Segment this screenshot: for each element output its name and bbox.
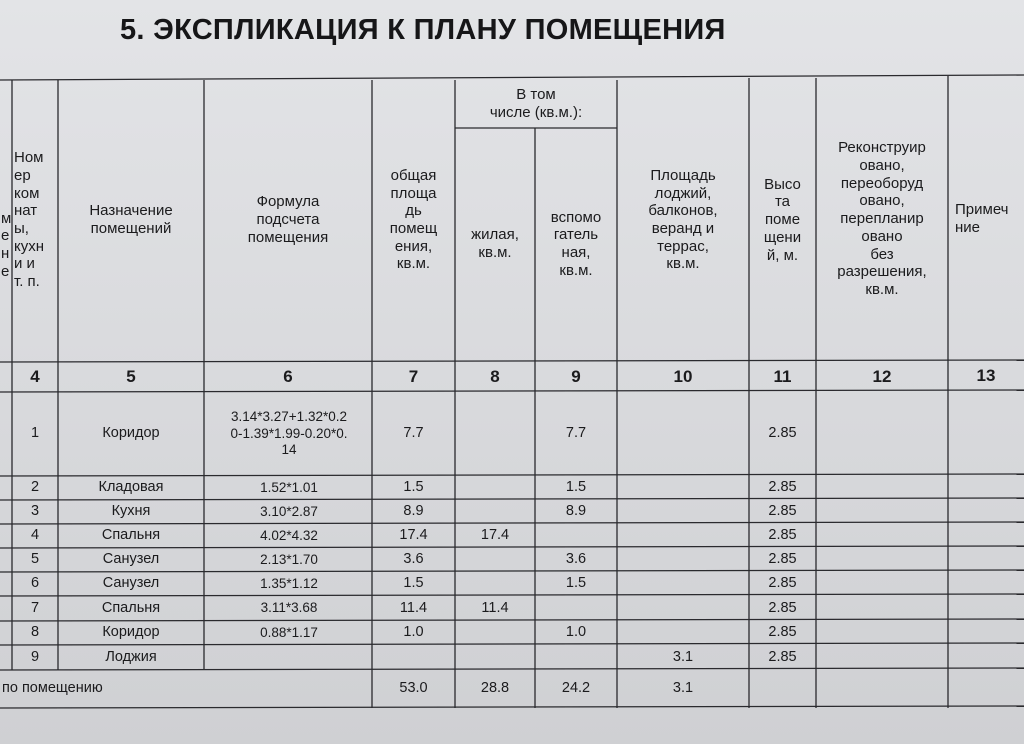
total-area: 17.4 bbox=[399, 527, 428, 544]
auxiliary-area: 7.7 bbox=[565, 425, 587, 442]
column-number: 11 bbox=[773, 366, 792, 386]
total-area bbox=[372, 645, 455, 670]
header-formula: Формула подсчета помещения bbox=[247, 193, 329, 246]
column-number: 12 bbox=[872, 366, 892, 386]
room-height: 2.85 bbox=[768, 648, 797, 665]
header-reconstructed: Реконструир овано, переоборуд овано, перепланир овано без разрешения, кв.м. bbox=[837, 139, 927, 298]
room-formula: 1.35*1.12 bbox=[260, 575, 318, 591]
header-notes: Примеч ние bbox=[955, 201, 1009, 236]
total-area: 3.6 bbox=[403, 551, 424, 568]
living-area bbox=[455, 476, 535, 500]
living-area: 11.4 bbox=[481, 599, 509, 616]
header-living-area: жилая, кв.м. bbox=[471, 226, 519, 261]
column-number: 10 bbox=[673, 366, 693, 386]
header-room-number: Ном ер ком нат ы, кухн и и т. п. bbox=[14, 149, 45, 291]
room-name: Коридор bbox=[102, 425, 160, 442]
loggia-area bbox=[617, 548, 749, 572]
total-living-sum: 28.8 bbox=[480, 680, 510, 697]
loggia-area: 3.1 bbox=[672, 648, 694, 665]
total-area: 8.9 bbox=[403, 503, 424, 520]
loggia-area bbox=[617, 476, 749, 500]
room-number: 1 bbox=[30, 425, 40, 442]
loggia-area bbox=[617, 596, 749, 621]
room-formula: 3.14*3.27+1.32*0.2 0-1.39*1.99-0.20*0. 14 bbox=[230, 409, 348, 458]
total-area: 1.5 bbox=[403, 575, 424, 592]
loggia-area bbox=[617, 572, 749, 596]
column-number: 9 bbox=[571, 366, 581, 386]
room-number: 8 bbox=[30, 624, 40, 641]
living-area bbox=[455, 500, 535, 524]
living-area bbox=[455, 621, 535, 645]
auxiliary-area: 3.6 bbox=[565, 551, 587, 568]
column-number: 8 bbox=[490, 366, 500, 386]
room-name: Санузел bbox=[102, 575, 160, 592]
room-number: 2 bbox=[30, 479, 40, 496]
auxiliary-area bbox=[535, 596, 617, 621]
auxiliary-area: 1.5 bbox=[565, 575, 587, 592]
column-number: 13 bbox=[976, 365, 996, 385]
total-area: 1.5 bbox=[403, 479, 424, 496]
room-formula: 0.88*1.17 bbox=[260, 624, 318, 640]
room-height: 2.85 bbox=[768, 624, 797, 641]
total-label: по помещению bbox=[2, 680, 103, 697]
room-height: 2.85 bbox=[768, 425, 797, 442]
room-formula: 2.13*1.70 bbox=[260, 551, 318, 567]
header-height: Высо та поме щени й, м. bbox=[763, 175, 802, 264]
room-height: 2.85 bbox=[768, 599, 797, 616]
auxiliary-area: 8.9 bbox=[565, 503, 587, 520]
loggia-area bbox=[617, 524, 749, 548]
header-col-3-partial: м е н е bbox=[1, 209, 12, 280]
room-name: Лоджия bbox=[105, 648, 157, 665]
auxiliary-area bbox=[535, 645, 617, 670]
total-area: 11.4 bbox=[399, 599, 428, 616]
room-number: 5 bbox=[30, 551, 40, 568]
loggia-area bbox=[617, 500, 749, 524]
room-formula: 1.52*1.01 bbox=[260, 479, 318, 495]
header-room-purpose: Назначение помещений bbox=[89, 202, 173, 237]
auxiliary-area: 1.5 bbox=[565, 479, 587, 496]
room-number: 3 bbox=[30, 503, 40, 520]
living-area: 17.4 bbox=[480, 527, 510, 544]
column-number: 7 bbox=[408, 366, 419, 386]
room-name: Спальня bbox=[101, 527, 161, 544]
column-number: 4 bbox=[30, 366, 40, 386]
room-formula: 3.11*3.68 bbox=[260, 600, 318, 616]
column-number: 6 bbox=[283, 366, 293, 386]
auxiliary-area bbox=[535, 524, 617, 548]
room-formula: 3.10*2.87 bbox=[260, 503, 318, 519]
loggia-area bbox=[617, 392, 749, 476]
column-number: 5 bbox=[126, 366, 136, 386]
room-height: 2.85 bbox=[768, 575, 797, 592]
room-height: 2.85 bbox=[768, 503, 797, 520]
header-total-area: общая площа дь помещ ения, кв.м. bbox=[389, 166, 438, 273]
room-number: 9 bbox=[30, 648, 40, 665]
total-area: 1.0 bbox=[403, 624, 424, 641]
room-formula: 4.02*4.32 bbox=[260, 527, 318, 543]
total-auxiliary-sum: 24.2 bbox=[561, 680, 591, 697]
header-loggia-area: Площадь лоджий, балконов, веранд и террас, кв.м. bbox=[648, 166, 718, 273]
room-number: 4 bbox=[30, 527, 40, 544]
auxiliary-area: 1.0 bbox=[565, 624, 587, 641]
total-area-sum: 53.0 bbox=[399, 680, 428, 697]
room-height: 2.85 bbox=[768, 551, 797, 568]
loggia-area bbox=[617, 621, 749, 645]
header-group-including: В том числе (кв.м.): bbox=[489, 86, 583, 121]
room-formula bbox=[206, 645, 372, 670]
living-area bbox=[455, 645, 535, 670]
room-height: 2.85 bbox=[768, 479, 797, 496]
room-height: 2.85 bbox=[768, 527, 797, 544]
living-area bbox=[455, 548, 535, 572]
room-name: Спальня bbox=[101, 599, 161, 616]
living-area bbox=[455, 392, 535, 476]
living-area bbox=[455, 572, 535, 596]
room-number: 7 bbox=[30, 599, 40, 616]
page-title: 5. ЭКСПЛИКАЦИЯ К ПЛАНУ ПОМЕЩЕНИЯ bbox=[120, 14, 726, 46]
total-loggia-sum: 3.1 bbox=[672, 680, 694, 697]
total-area: 7.7 bbox=[403, 425, 424, 442]
room-name: Кухня bbox=[111, 503, 151, 520]
room-number: 6 bbox=[30, 575, 40, 592]
room-name: Коридор bbox=[102, 624, 160, 641]
header-auxiliary-area: вспомо гатель ная, кв.м. bbox=[550, 208, 602, 279]
room-name: Кладовая bbox=[98, 479, 164, 496]
room-name: Санузел bbox=[102, 551, 160, 568]
